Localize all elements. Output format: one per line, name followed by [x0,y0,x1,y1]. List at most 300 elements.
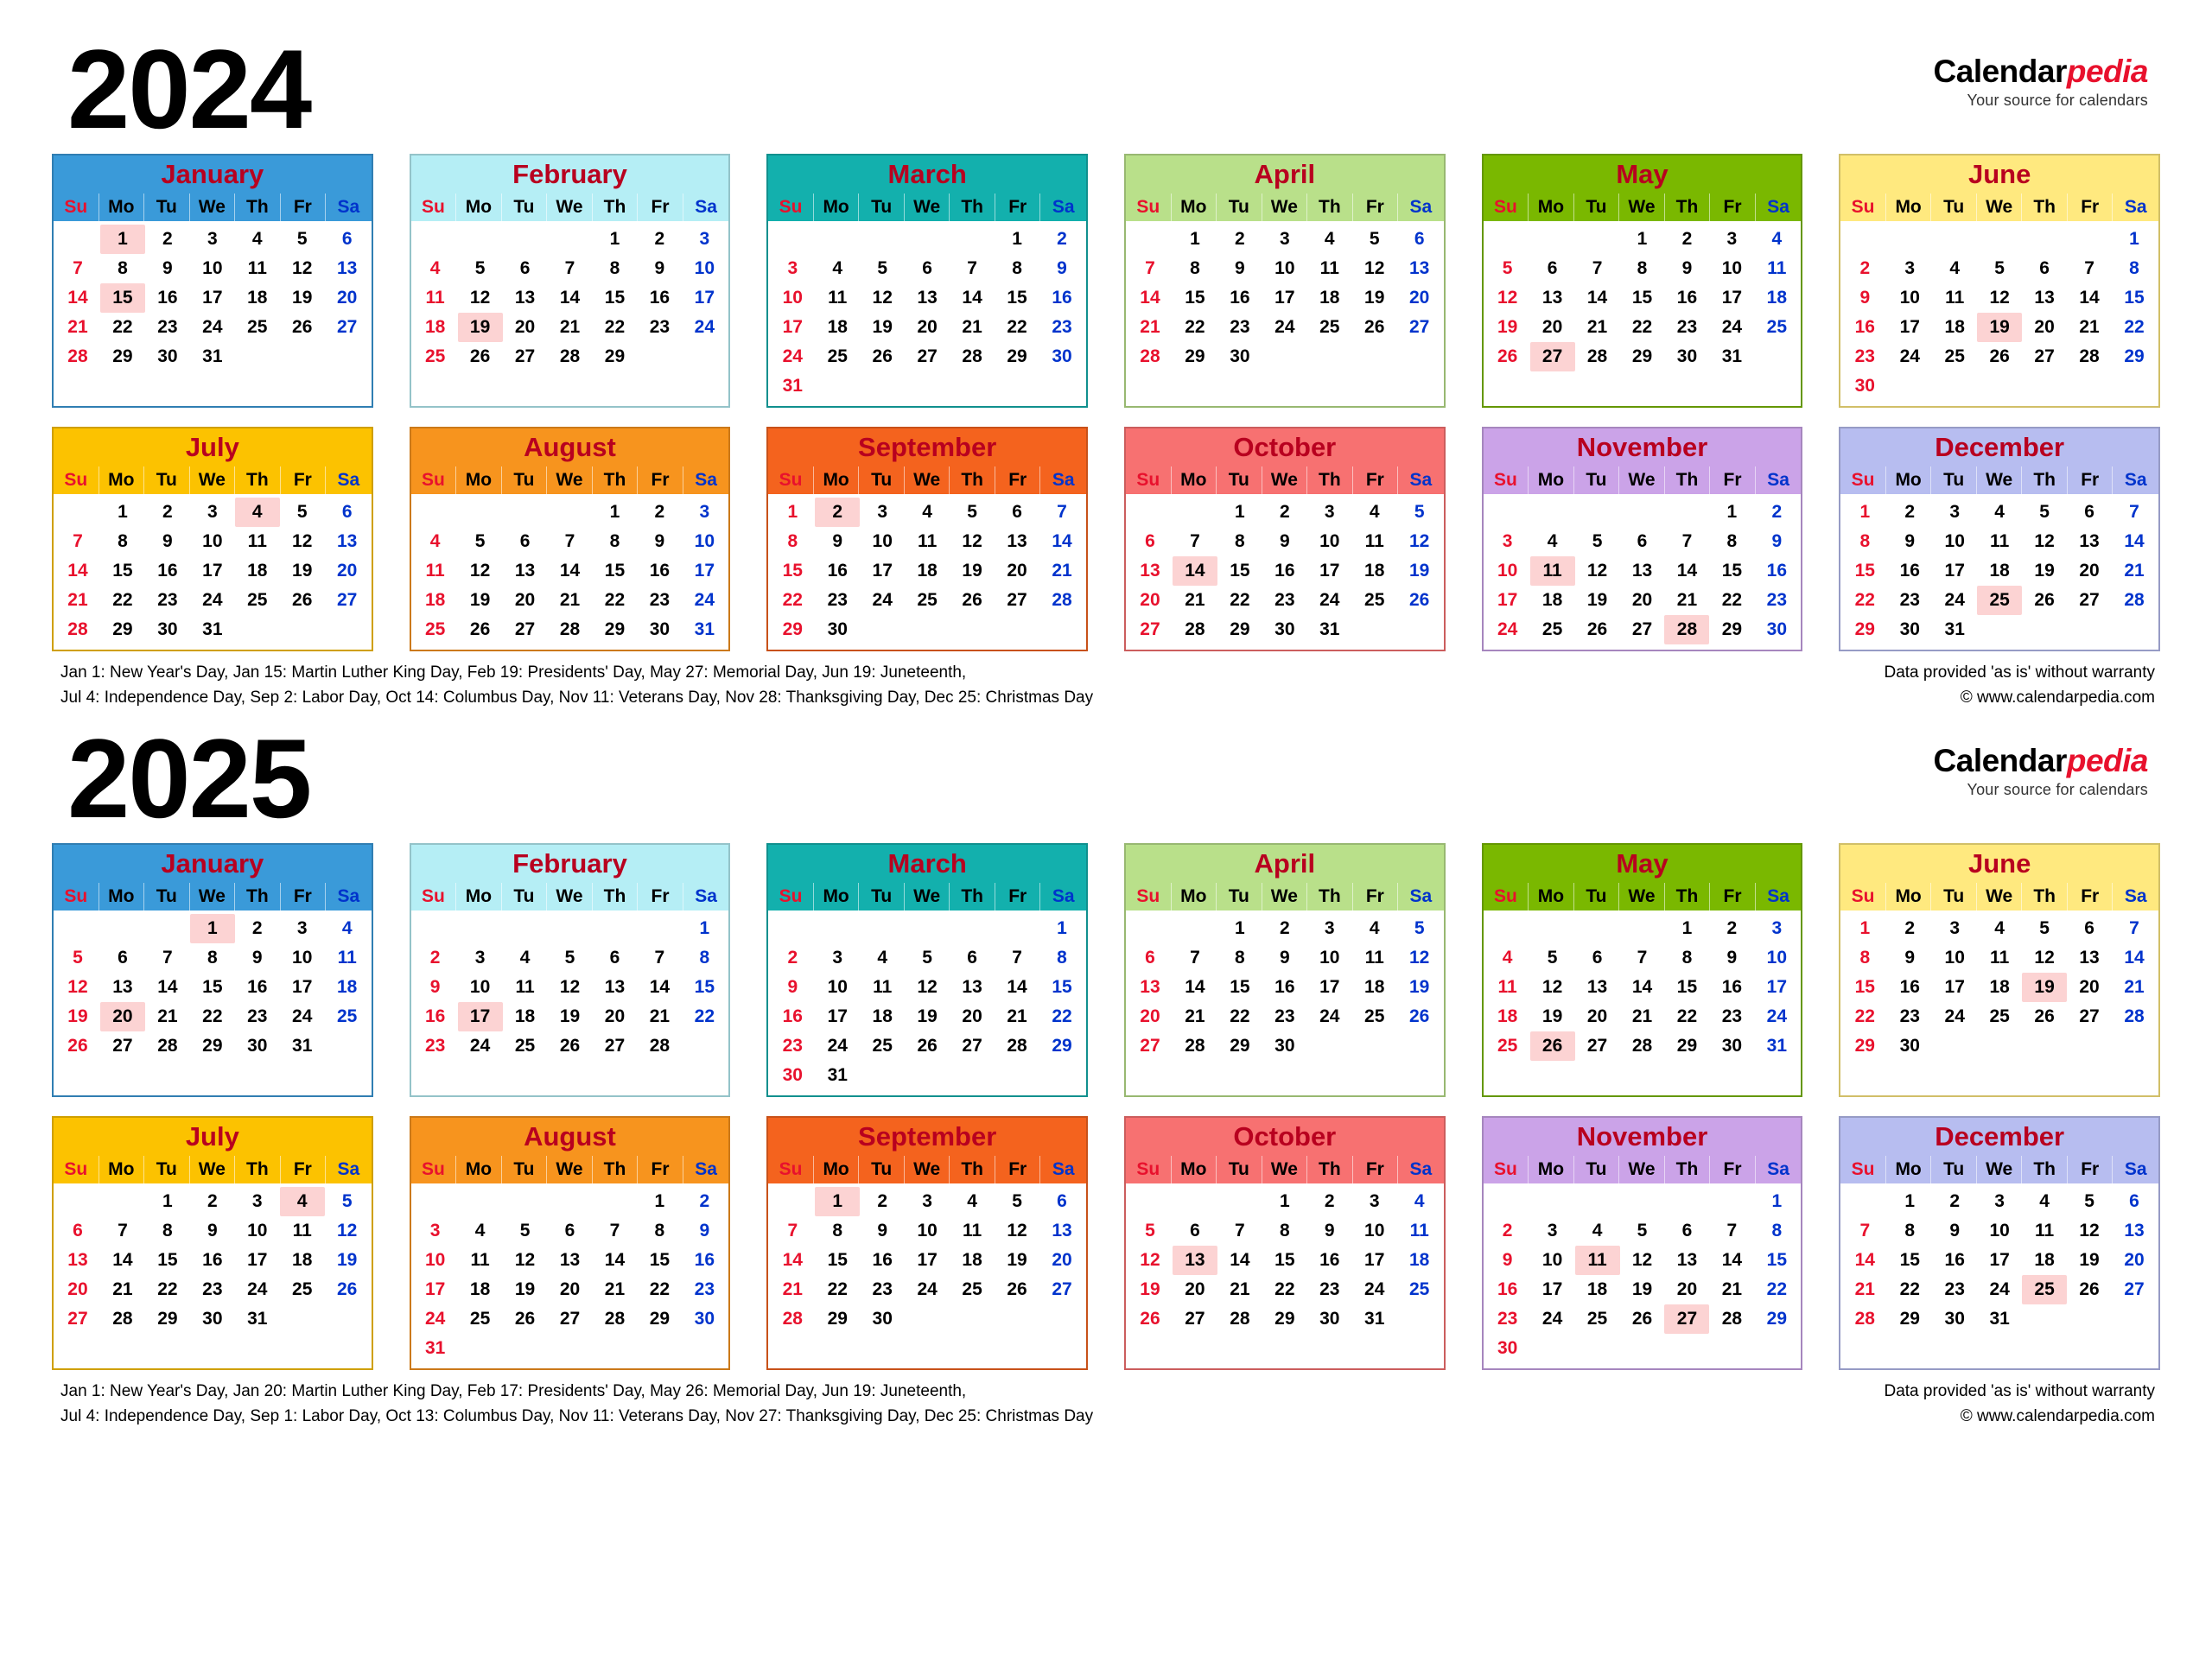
day-cell: 3 [474,948,486,968]
weekday-tu: Tu [1217,194,1262,221]
day-cell: 24 [247,1279,268,1300]
day-cell: 14 [67,561,88,581]
weekday-fr: Fr [995,883,1041,910]
day-cell: 13 [1676,1250,1698,1271]
day-cell: 6 [2084,918,2094,939]
day-cell: 2 [1949,1191,1961,1212]
weekday-we: We [547,194,593,221]
holiday-note-line2: Jul 4: Independence Day, Sep 2: Labor Day, Oct 14: Columbus Day, Nov 11: Veterans Day, Nov 28: Thanksgiving Day, Dec 25: Christmas Day [60,688,1094,707]
day-cell: 14 [1676,561,1698,581]
day-cell: 24 [827,1036,848,1056]
day-cell: 15 [1766,1250,1788,1271]
day-cell: 15 [827,1250,848,1271]
day-cell: 3 [1547,1221,1558,1241]
month-july [52,427,373,651]
day-cell: 9 [1771,531,1783,552]
weekday-fr: Fr [638,883,683,910]
day-cell: 27 [559,1309,581,1329]
weekday-we: We [1619,194,1665,221]
month-title: July [54,428,372,466]
day-cell: 11 [292,1221,312,1241]
day-cell: 9 [832,531,843,552]
weekday-sa: Sa [1052,1159,1075,1180]
day-cell: 31 [782,376,803,397]
day-cell: 2 [1057,229,1067,249]
day-cell: 17 [694,561,715,581]
footer-2024 [52,663,2160,714]
day-cell: 18 [469,1279,491,1300]
weekday-header [411,194,729,221]
day-cell: 16 [782,1006,803,1027]
day-cell: 11 [425,288,445,308]
day-cell: 26 [1586,619,1608,640]
day-cell: 13 [604,977,626,998]
day-cell: 24 [1319,1006,1340,1027]
day-cell: 18 [827,317,848,338]
day-cell: 21 [1230,1279,1250,1300]
days-grid [1840,221,2158,406]
day-cell: 26 [469,619,491,640]
year-header [52,714,2160,843]
day-cell: 5 [1012,1191,1022,1212]
day-cell: 20 [1541,317,1563,338]
day-cell: 12 [2034,531,2055,552]
day-cell: 23 [649,317,671,338]
weekday-header [1126,466,1444,494]
day-cell: 23 [1274,1006,1295,1027]
day-cell: 6 [1681,1221,1693,1241]
day-cell: 15 [1274,1250,1295,1271]
day-cell: 11 [515,977,535,998]
day-cell: 12 [872,288,893,308]
day-cell: 28 [1631,1036,1653,1056]
day-cell: 23 [872,1279,893,1300]
day-cell: 22 [1854,590,1875,611]
day-cell: 27 [1409,317,1430,338]
weekday-fr: Fr [2068,466,2113,494]
weekday-tu: Tu [1217,1156,1262,1183]
day-cell: 7 [1190,531,1200,552]
weekday-sa: Sa [1767,886,1789,907]
day-cell: 26 [2079,1279,2100,1300]
days-grid [768,221,1086,406]
day-cell: 3 [1949,502,1961,523]
day-cell: 20 [1631,590,1653,611]
day-cell: 19 [962,561,982,581]
weekday-mo: Mo [1172,1156,1217,1183]
day-cell: 15 [604,561,626,581]
day-cell: 16 [157,561,178,581]
day-cell: 17 [202,288,223,308]
day-cell: 29 [1676,1036,1698,1056]
month-title: August [411,428,729,466]
day-cell: 12 [1409,531,1430,552]
weekday-th: Th [1307,1156,1353,1183]
day-cell: 15 [604,288,626,308]
month-title: January [54,155,372,194]
weekday-fr: Fr [995,194,1041,221]
day-cell: 12 [292,531,313,552]
day-cell: 27 [1007,590,1027,611]
day-cell: 19 [292,288,313,308]
day-cell: 25 [1364,590,1385,611]
day-cell: 20 [1007,561,1027,581]
day-cell: 11 [1990,531,2010,552]
day-cell: 20 [514,590,536,611]
weekday-su: Su [768,883,814,910]
day-cell: 4 [1994,502,2005,523]
day-cell: 28 [2124,590,2145,611]
weekday-tu: Tu [502,883,548,910]
day-cell: 1 [162,1191,173,1212]
day-cell: 23 [157,590,178,611]
day-cell: 14 [649,977,671,998]
weekday-mo: Mo [456,1156,502,1183]
day-cell: 28 [2079,346,2100,367]
day-cell: 1 [118,502,128,523]
month-june [1839,843,2160,1097]
day-cell: 9 [699,1221,710,1241]
brand-logo [1934,54,2148,110]
day-cell: 12 [917,977,938,998]
day-cell: 26 [1364,317,1385,338]
day-cell: 19 [1140,1279,1160,1300]
weekday-th: Th [2022,194,2068,221]
month-october [1124,1116,1446,1370]
day-cell: 28 [782,1309,803,1329]
weekday-sa: Sa [695,470,717,491]
day-cell: 1 [1904,1191,1916,1212]
day-cell: 31 [1944,619,1965,640]
weekday-fr: Fr [995,1156,1041,1183]
day-cell: 23 [1721,1006,1743,1027]
weekday-su: Su [54,1156,99,1183]
day-cell: 27 [1185,1309,1205,1329]
weekday-su: Su [768,466,814,494]
weekday-sa: Sa [1052,470,1075,491]
day-cell: 24 [1944,590,1965,611]
day-cell: 13 [962,977,982,998]
day-cell: 21 [1185,1006,1205,1027]
day-cell: 21 [1721,1279,1743,1300]
day-cell: 26 [917,1036,938,1056]
months-grid-2024 [52,154,2160,651]
day-cell: 1 [787,502,798,523]
day-cell: 23 [1052,317,1072,338]
day-cell: 17 [202,561,223,581]
weekday-th: Th [1307,883,1353,910]
weekday-fr: Fr [1710,1156,1756,1183]
day-cell: 7 [564,258,575,279]
day-cell: 14 [604,1250,626,1271]
month-title: July [54,1118,372,1156]
day-cell: 20 [2079,561,2100,581]
day-cell: 21 [1631,1006,1653,1027]
day-cell: 27 [604,1036,626,1056]
weekday-we: We [547,1156,593,1183]
weekday-sa: Sa [2124,470,2147,491]
day-cell: 5 [341,1191,353,1212]
day-cell: 30 [157,346,178,367]
day-cell: 19 [1497,317,1518,338]
month-february [410,843,731,1097]
day-cell: 26 [2034,590,2055,611]
month-title: December [1840,428,2158,466]
day-cell: 21 [1586,317,1608,338]
month-march [766,154,1088,408]
weekday-we: We [1262,1156,1308,1183]
day-cell: 12 [1007,1221,1027,1241]
month-title: February [411,155,729,194]
day-cell: 14 [112,1250,133,1271]
weekday-header [1484,883,1802,910]
month-january [52,154,373,408]
day-cell: 20 [1140,590,1160,611]
weekday-tu: Tu [1217,883,1262,910]
day-cell: 13 [2079,948,2100,968]
weekday-tu: Tu [144,1156,190,1183]
month-title: November [1484,1118,1802,1156]
day-cell: 2 [162,502,173,523]
day-cell: 3 [832,948,843,968]
day-cell: 21 [782,1279,803,1300]
day-cell: 24 [1319,590,1340,611]
day-cell: 4 [1949,258,1961,279]
day-cell: 12 [559,977,581,998]
weekday-sa: Sa [1052,886,1075,907]
day-cell: 3 [699,229,710,249]
weekday-header [1126,1156,1444,1183]
day-cell: 12 [962,531,982,552]
day-cell: 24 [424,1309,446,1329]
weekday-sa: Sa [337,197,360,217]
weekday-header [411,1156,729,1183]
month-december [1839,1116,2160,1370]
day-cell: 3 [429,1221,441,1241]
day-cell: 16 [1230,288,1250,308]
day-cell: 19 [872,317,893,338]
day-cell: 9 [1279,948,1290,968]
day-cell: 18 [1319,288,1340,308]
day-cell: 14 [2124,531,2145,552]
day-cell: 27 [917,346,938,367]
footer-2025 [52,1382,2160,1432]
day-cell: 10 [1766,948,1788,968]
weekday-header [1484,194,1802,221]
day-cell: 4 [1592,1221,1603,1241]
day-cell: 2 [1904,502,1916,523]
weekday-we: We [905,466,950,494]
day-cell: 8 [162,1221,173,1241]
day-cell: 26 [1409,590,1430,611]
weekday-th: Th [2022,466,2068,494]
day-cell: 2 [1681,229,1693,249]
disclaimer: Data provided 'as is' without warranty [1884,1382,2155,1401]
day-cell: 17 [782,317,803,338]
day-cell: 10 [782,288,803,308]
weekday-mo: Mo [1529,466,1574,494]
day-cell: 13 [1140,977,1160,998]
day-cell: 3 [1369,1191,1380,1212]
day-cell: 28 [962,346,982,367]
day-cell: 3 [1904,258,1916,279]
day-cell: 4 [1369,918,1380,939]
day-cell: 4 [1414,1191,1425,1212]
day-cell: 27 [2079,590,2100,611]
month-august [410,427,731,651]
day-cell: 16 [1721,977,1743,998]
day-cell: 8 [1279,1221,1290,1241]
weekday-su: Su [1484,194,1529,221]
day-cell: 25 [1497,1036,1518,1056]
day-cell: 9 [1904,531,1916,552]
day-cell: 31 [424,1338,446,1359]
day-cell: 16 [1052,288,1072,308]
day-cell: 12 [292,258,313,279]
day-cell: 25 [1989,1006,2010,1027]
weekday-we: We [1619,883,1665,910]
day-cell: 18 [424,317,446,338]
day-cell: 24 [1364,1279,1385,1300]
day-cell: 25 [1977,586,2022,615]
day-cell: 1 [100,225,145,254]
weekday-sa: Sa [2124,1159,2147,1180]
day-cell: 24 [1989,1279,2010,1300]
year-block-2024 [52,24,2160,714]
day-cell: 10 [1944,948,1965,968]
day-cell: 10 [424,1250,446,1271]
day-cell: 23 [1319,1279,1340,1300]
weekday-su: Su [54,194,99,221]
weekday-th: Th [593,466,639,494]
day-cell: 21 [2079,317,2100,338]
day-cell: 12 [1140,1250,1160,1271]
weekday-th: Th [1665,194,1711,221]
weekday-su: Su [1484,1156,1529,1183]
day-cell: 10 [1944,531,1965,552]
day-cell: 7 [73,531,83,552]
day-cell: 7 [1859,1221,1871,1241]
day-cell: 5 [1414,918,1425,939]
day-cell: 26 [2034,1006,2055,1027]
day-cell: 28 [157,1036,178,1056]
day-cell: 1 [1190,229,1200,249]
day-cell: 16 [1766,561,1788,581]
day-cell: 1 [699,918,710,939]
day-cell: 16 [202,1250,223,1271]
day-cell: 30 [1766,619,1788,640]
weekday-fr: Fr [638,1156,683,1183]
day-cell: 10 [917,1221,938,1241]
days-grid [1484,494,1802,650]
day-cell: 16 [157,288,178,308]
day-cell: 7 [1145,258,1155,279]
days-grid [1484,910,1802,1066]
day-cell: 20 [337,561,358,581]
day-cell: 17 [292,977,313,998]
day-cell: 30 [1854,376,1875,397]
weekday-mo: Mo [1529,194,1574,221]
weekday-su: Su [1126,883,1172,910]
day-cell: 22 [112,317,133,338]
day-cell: 25 [247,317,268,338]
day-cell: 17 [694,288,715,308]
weekday-header [54,1156,372,1183]
day-cell: 15 [1185,288,1205,308]
weekday-header [768,194,1086,221]
day-cell: 9 [162,531,173,552]
day-cell: 10 [1989,1221,2010,1241]
day-cell: 29 [649,1309,671,1329]
weekday-th: Th [235,466,281,494]
days-grid [54,910,372,1066]
day-cell: 10 [694,258,715,279]
day-cell: 17 [1944,977,1965,998]
day-cell: 9 [1235,258,1245,279]
month-february [410,154,731,408]
day-cell: 7 [967,258,977,279]
day-cell: 19 [1631,1279,1653,1300]
day-cell: 11 [470,1250,490,1271]
day-cell: 2 [877,1191,888,1212]
day-cell: 8 [118,258,128,279]
day-cell: 4 [235,498,280,527]
day-cell: 1 [1637,229,1648,249]
day-cell: 5 [474,258,486,279]
weekday-th: Th [1665,466,1711,494]
day-cell: 31 [1319,619,1340,640]
day-cell: 17 [917,1250,938,1271]
day-cell: 1 [2129,229,2139,249]
weekday-th: Th [1665,1156,1711,1183]
day-cell: 30 [202,1309,223,1329]
weekday-fr: Fr [1710,466,1756,494]
year-title: 2024 [67,26,311,152]
day-cell: 5 [2039,502,2050,523]
weekday-th: Th [1665,883,1711,910]
day-cell: 22 [1052,1006,1072,1027]
day-cell: 26 [1140,1309,1160,1329]
day-cell: 14 [559,288,581,308]
day-cell: 18 [337,977,358,998]
day-cell: 6 [1637,531,1648,552]
day-cell: 22 [1721,590,1743,611]
day-cell: 3 [1994,1191,2005,1212]
day-cell: 6 [1547,258,1558,279]
days-grid [1126,1183,1444,1339]
day-cell: 7 [162,948,173,968]
day-cell: 13 [917,288,938,308]
day-cell: 3 [1324,918,1335,939]
day-cell: 29 [604,619,626,640]
day-cell: 30 [1052,346,1072,367]
weekday-mo: Mo [814,1156,860,1183]
day-cell: 27 [1631,619,1653,640]
day-cell: 1 [1012,229,1022,249]
day-cell: 30 [827,619,848,640]
day-cell: 26 [292,317,313,338]
day-cell: 6 [1414,229,1425,249]
day-cell: 29 [1854,1036,1875,1056]
day-cell: 11 [1945,288,1965,308]
day-cell: 8 [2129,258,2139,279]
days-grid [411,910,729,1066]
day-cell: 27 [112,1036,133,1056]
day-cell: 20 [2079,977,2100,998]
day-cell: 25 [424,619,446,640]
day-cell: 28 [1185,619,1205,640]
weekday-header [1484,466,1802,494]
